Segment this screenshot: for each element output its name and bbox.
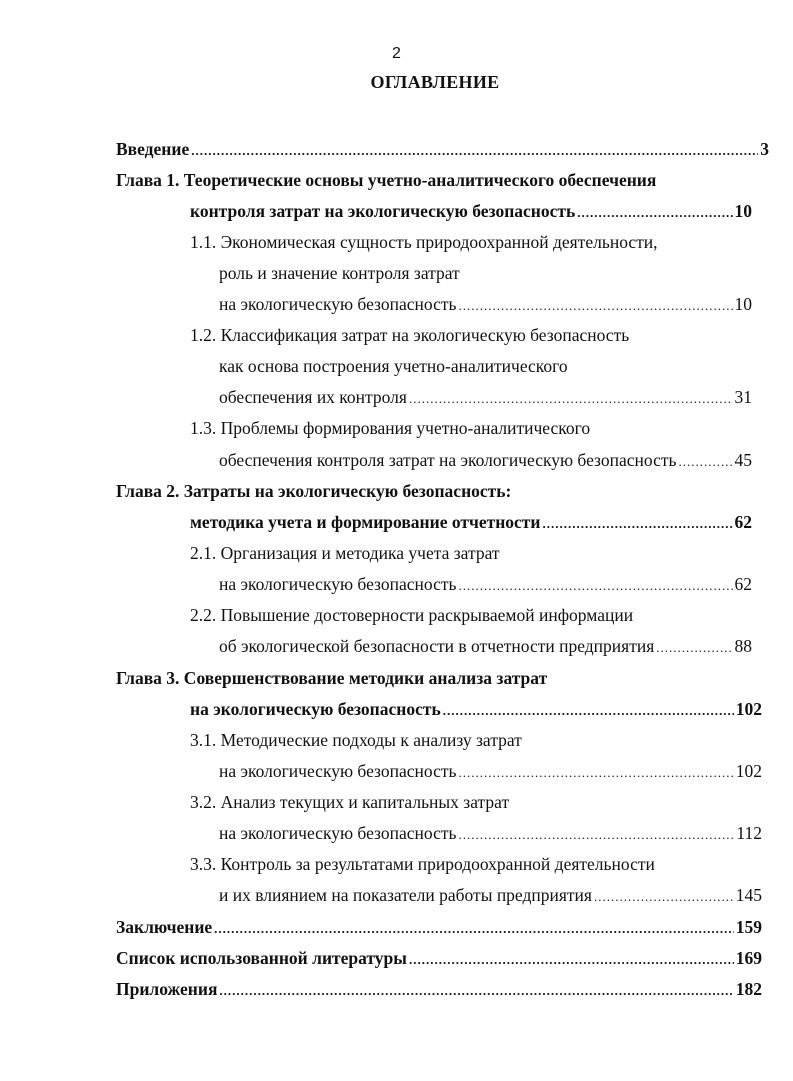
toc-page-number: 102	[735, 699, 762, 719]
toc-entry-label: 1.1. Экономическая сущность природоохранной деятельности,	[190, 232, 658, 252]
toc-page-number: 45	[734, 450, 752, 470]
toc-entry-label: на экологическую безопасность	[219, 574, 457, 594]
toc-entry-label: Список использованной литературы	[116, 948, 407, 968]
toc-page-number: 169	[735, 948, 762, 968]
toc-entry-label: как основа построения учетно-аналитического	[219, 356, 568, 376]
toc-section-1-1[interactable]	[190, 231, 658, 253]
toc-section-2-1[interactable]	[190, 542, 500, 564]
toc-entry-introduction[interactable]	[116, 138, 769, 160]
toc-entry-label: на экологическую безопасность	[219, 761, 457, 781]
toc-section-3-1-cont[interactable]	[219, 760, 762, 782]
toc-entry-label: Глава 1. Теоретические основы учетно-аналитического обеспечения	[116, 170, 657, 190]
toc-chapter-2-title[interactable]	[116, 480, 511, 502]
toc-entry-label: 2.2. Повышение достоверности раскрываемой информации	[190, 605, 634, 625]
dot-leader	[678, 451, 732, 473]
toc-page-number: 102	[735, 761, 762, 781]
toc-entry-references[interactable]	[116, 947, 762, 969]
dot-leader	[594, 886, 734, 908]
dot-leader	[191, 140, 758, 162]
toc-entry-label: 3.3. Контроль за результатами природоохранной деятельности	[190, 854, 655, 874]
dot-leader	[458, 295, 732, 317]
toc-entry-label: контроля затрат на экологическую безопасность	[190, 201, 576, 221]
toc-section-3-2[interactable]	[190, 791, 509, 813]
toc-entry-label: обеспечения их контроля	[219, 387, 407, 407]
toc-section-3-3-cont[interactable]	[219, 884, 762, 906]
dot-leader	[219, 980, 733, 1002]
toc-entry-label: Заключение	[116, 917, 213, 937]
toc-section-2-2[interactable]	[190, 604, 633, 626]
toc-page-number: 10	[734, 201, 752, 221]
dot-leader	[409, 949, 734, 971]
toc-entry-label: Приложения	[116, 979, 218, 999]
toc-section-3-1[interactable]	[190, 729, 522, 751]
toc-section-1-1-cont[interactable]	[219, 262, 460, 284]
toc-entry-label: на экологическую безопасность	[219, 294, 457, 314]
page-title: ОГЛАВЛЕНИЕ	[370, 72, 500, 92]
toc-entry-label: Глава 2. Затраты на экологическую безопасность:	[116, 481, 512, 501]
toc-page-number: 88	[734, 636, 752, 656]
dot-leader	[656, 637, 732, 659]
toc-entry-label: 3.2. Анализ текущих и капитальных затрат	[190, 792, 510, 812]
toc-section-2-1-cont[interactable]	[219, 573, 752, 595]
dot-leader	[577, 202, 732, 224]
toc-entry-label: методика учета и формирование отчетности	[190, 512, 541, 532]
toc-chapter-2-title-cont[interactable]	[190, 511, 752, 533]
toc-entry-label: обеспечения контроля затрат на экологическую безопасность	[219, 450, 677, 470]
toc-entry-label: Глава 3. Совершенствование методики анализа затрат	[116, 668, 548, 688]
toc-entry-label: 1.3. Проблемы формирования учетно-аналитического	[190, 418, 591, 438]
toc-entry-label: и их влиянием на показатели работы предприятия	[219, 885, 592, 905]
toc-entry-label: роль и значение контроля затрат	[219, 263, 460, 283]
dot-leader	[443, 700, 734, 722]
toc-page-number: 145	[735, 885, 762, 905]
toc-page-number: 62	[734, 574, 752, 594]
toc-section-3-2-cont[interactable]	[219, 822, 762, 844]
toc-chapter-3-title[interactable]	[116, 667, 547, 689]
toc-entry-label: на экологическую безопасность	[219, 823, 457, 843]
toc-section-1-3[interactable]	[190, 417, 590, 439]
toc-entry-conclusion[interactable]	[116, 916, 762, 938]
toc-chapter-1-title-cont[interactable]	[190, 200, 752, 222]
dot-leader	[458, 575, 732, 597]
toc-page-number: 159	[735, 917, 762, 937]
toc-entry-label: на экологическую безопасность	[190, 699, 441, 719]
dot-leader	[542, 513, 732, 535]
toc-section-1-2-cont-2[interactable]	[219, 386, 752, 408]
toc-entry-label: 1.2. Классификация затрат на экологическую безопасность	[190, 325, 630, 345]
toc-page-number: 3	[760, 139, 769, 159]
toc-entry-appendices[interactable]	[116, 978, 762, 1000]
toc-entry-label: об экологической безопасности в отчетности предприятия	[219, 636, 655, 656]
dot-leader	[458, 824, 734, 846]
toc-chapter-3-title-cont[interactable]	[190, 698, 762, 720]
toc-section-1-1-cont-2[interactable]	[219, 293, 752, 315]
dot-leader	[214, 918, 734, 940]
toc-section-1-2-cont[interactable]	[219, 355, 568, 377]
toc-section-2-2-cont[interactable]	[219, 635, 752, 657]
toc-page-number: 10	[734, 294, 752, 314]
toc-page-number: 182	[735, 979, 762, 999]
toc-page-number: 31	[734, 387, 752, 407]
toc-section-1-2[interactable]	[190, 324, 629, 346]
dot-leader	[409, 388, 733, 410]
toc-chapter-1-title[interactable]	[116, 169, 656, 191]
toc-page-number: 112	[736, 823, 762, 843]
toc-section-1-3-cont[interactable]	[219, 449, 752, 471]
toc-entry-label: 3.1. Методические подходы к анализу затрат	[190, 730, 522, 750]
dot-leader	[458, 762, 733, 784]
toc-page-number: 62	[734, 512, 752, 532]
toc-entry-label: 2.1. Организация и методика учета затрат	[190, 543, 500, 563]
page-number: 2	[392, 45, 401, 62]
toc-entry-label: Введение	[116, 139, 190, 159]
toc-section-3-3[interactable]	[190, 853, 655, 875]
